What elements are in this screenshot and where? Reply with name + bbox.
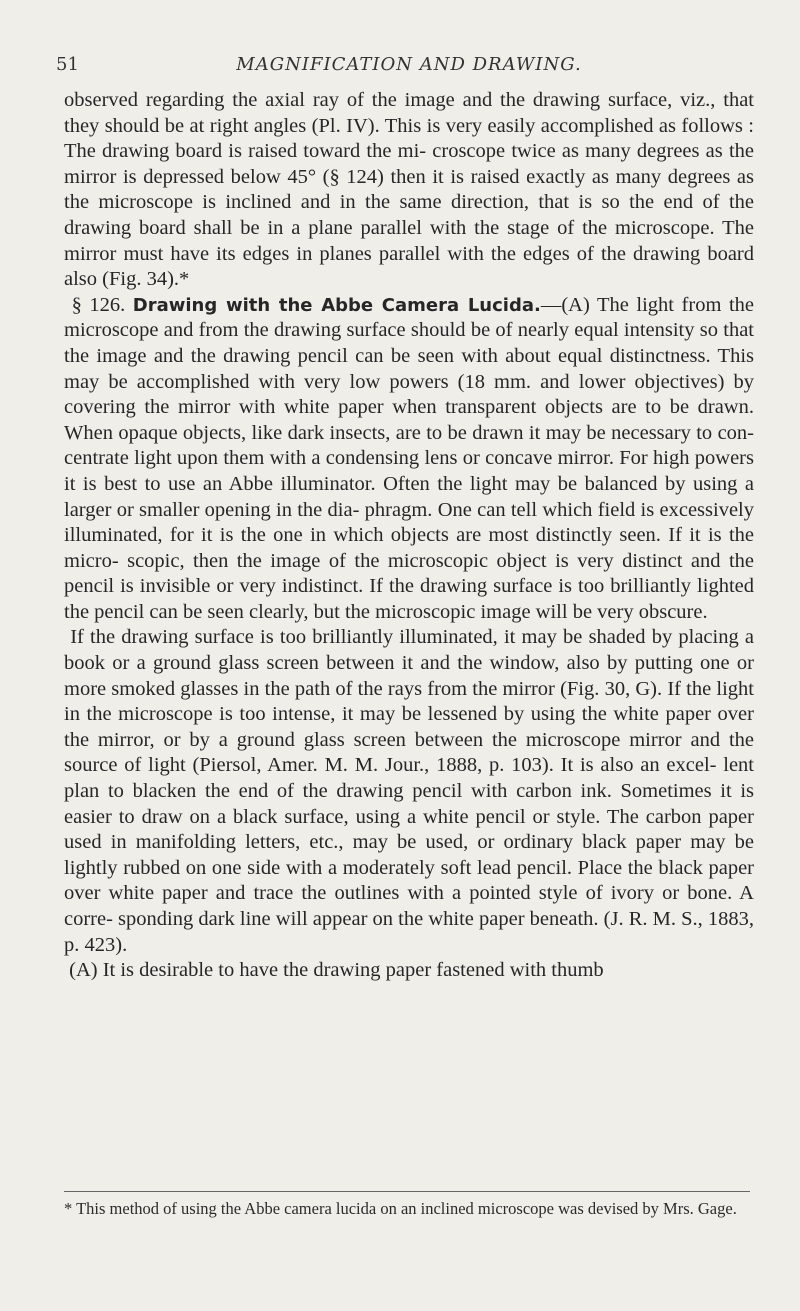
paragraph-1: observed regarding the axial ray of the image and the drawing surface, viz., that they should be at right angles (Pl. IV). This is very easily accomplished as follows : The drawing board is raised toward the mi- croscope twice as many degrees as the mirror is depressed below 45° (§ 124) then it is raised exactly as many degrees as the microscope is inclined and in the same direction, that is so the end of the drawing board shall be in a plane parallel with the stage of the microscope. The mirror must have its edges in planes parallel with the edges of the drawing board also (Fig. 34).* bbox=[64, 89, 754, 291]
running-head: MAGNIFICATION AND DRAWING. bbox=[236, 54, 582, 75]
footnote-divider bbox=[64, 1191, 750, 1192]
page-header bbox=[56, 52, 754, 82]
paragraph-2-text: —(A) The light from the microscope and from the drawing surface should be of nearly equal intensity so that the image and the drawing pencil can be seen with about equal distinctness. This may be accomplished with very low powers (18 mm. and lower objectives) by covering the mirror with white paper when transparent objects are to be drawn. When opaque objects, like dark insects, are to be drawn it may be necessary to con- centrate light upon them with a condensing lens or concave mirror. For high powers it is best to use an Abbe illuminator. Often the light may be balanced by using a larger or smaller opening in the dia- phragm. One can tell which field is excessively illuminated, for it is the one in which objects are most distinctly seen. If it is the micro- scopic, then the image of the microscopic object is very distinct and the pencil is invisible or very indistinct. If the drawing surface is too brilliantly lighted the pencil can be seen clearly, but the microscopic image will be very obscure. bbox=[64, 293, 755, 623]
footnote: * This method of using the Abbe camera lucida on an inclined microscope was devised by Mrs. Gage. bbox=[64, 1199, 737, 1218]
paragraph-2 bbox=[64, 293, 754, 626]
paragraph-4 bbox=[64, 958, 754, 984]
section-title: Drawing with the Abbe Camera Lucida. bbox=[132, 294, 541, 316]
body-text bbox=[64, 88, 754, 984]
paragraph-3 bbox=[64, 625, 754, 958]
page-number: 51 bbox=[56, 54, 79, 75]
section-number: § 126. bbox=[71, 293, 133, 316]
paragraph-4-text: (A) It is desirable to have the drawing paper fastened with thumb bbox=[69, 959, 604, 982]
paragraph-3-text: If the drawing surface is too brilliantly illuminated, it may be shaded by placing a book or a ground glass screen between it and the window, also by putting one or more smoked glasses in the path of the rays from the mirror (Fig. 30, G). If the light in the microscope is too intense, it may be lessened by using the white paper over the mirror, or by a ground glass screen between the microscope mirror and the source of light (Piersol, Amer. M. M. Jour., 1888, p. 103). It is also an excel- lent plan to blacken the end of the drawing pencil with carbon ink. Sometimes it is easier to draw on a black surface, using a white pencil or style. The carbon paper used in manifolding letters, etc., may be used, or ordinary black paper may be lightly rubbed on one side with a moderately soft lead pencil. Place the black paper over white paper and trace the outlines with a pointed style of ivory or bone. A corre- sponding dark line will appear on the white paper beneath. (J. R. M. S., 1883, p. 423). bbox=[64, 626, 755, 956]
